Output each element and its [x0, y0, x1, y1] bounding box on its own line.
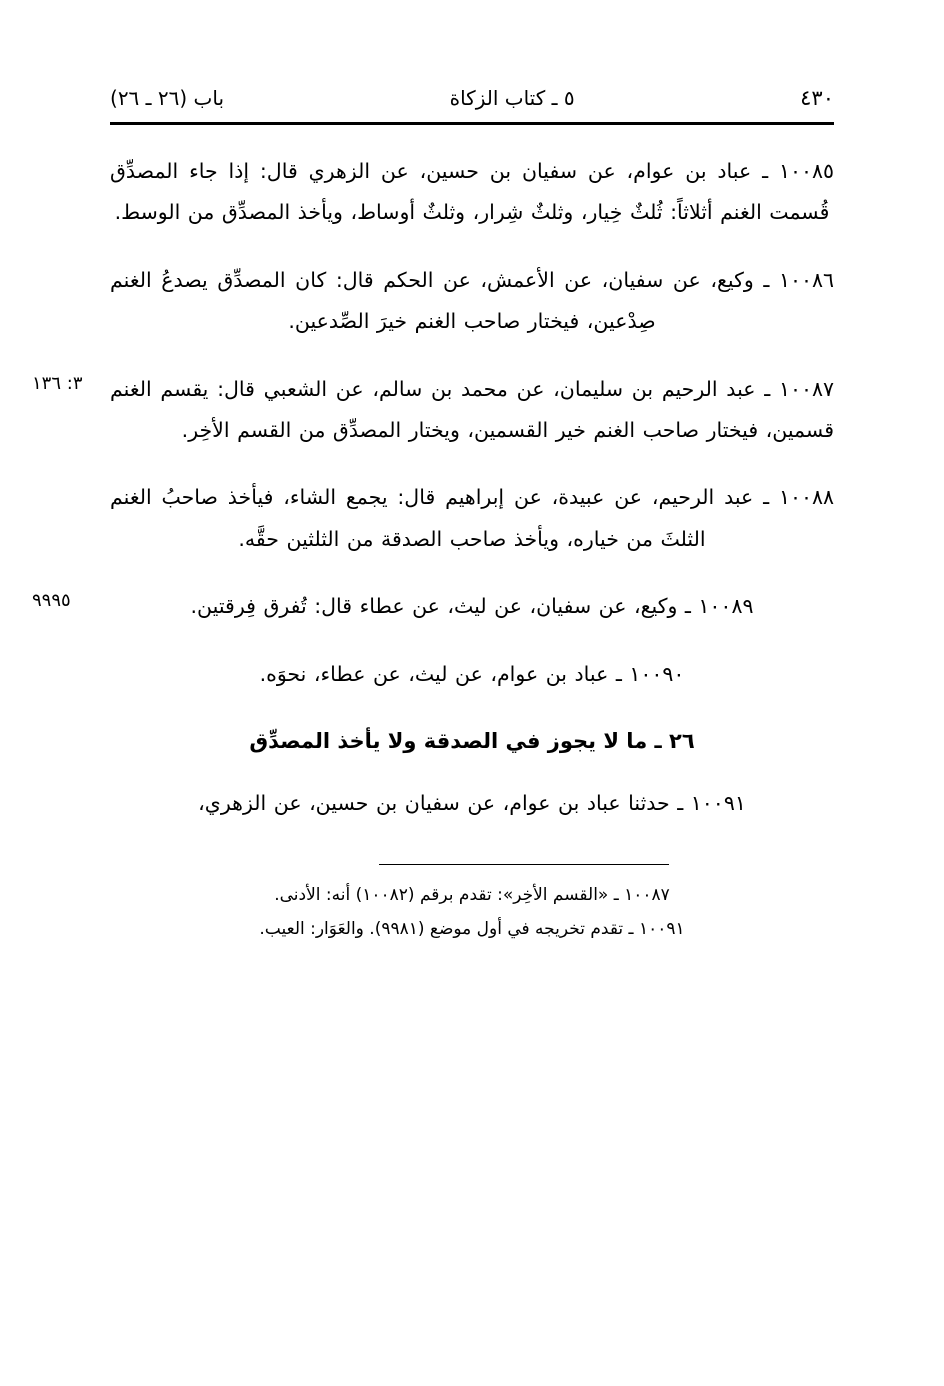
header-divider	[110, 122, 834, 125]
narration-block	[110, 477, 834, 560]
chapter-reference: باب (٢٦ ـ ٢٦)	[110, 86, 225, 110]
narration-block	[32, 586, 834, 627]
narration-text: ١٠٠٨٨ ـ عبد الرحيم، عن عبيدة، عن إبراهيم قال: يجمع الشاء، فيأخذ صاحبُ الغنم الثلثَ من خياره، ويأخذ صاحب الصدقة من الثلثين حقَّه.	[110, 485, 834, 551]
book-title: ٥ ـ كتاب الزكاة	[449, 86, 575, 110]
narration-text: ١٠٠٨٩ ـ وكيع، عن سفيان، عن ليث، عن عطاء قال: تُفرق فِرقتين.	[190, 594, 754, 619]
page-number: ٤٣٠	[800, 86, 834, 110]
page-header	[110, 86, 834, 122]
margin-note: ٩٩٩٥	[32, 590, 71, 612]
footnote-item: ١٠٠٨٧ ـ «القسم الأخِر»: تقدم برقم (١٠٠٨٢) أنه: الأدنى.	[274, 885, 670, 906]
margin-note: ٣: ١٣٦	[32, 372, 83, 394]
footnote-item: ١٠٠٩١ ـ تقدم تخريجه في أول موضع (٩٩٨١). والعَوَار: العيب.	[259, 918, 685, 939]
narration-text: ١٠٠٩٠ ـ عباد بن عوام، عن ليث، عن عطاء، نحوَه.	[259, 661, 685, 686]
narration-text: ١٠٠٨٧ ـ عبد الرحيم بن سليمان، عن محمد بن سالم، عن الشعبي قال: يقسم الغنم قسمين، فيختار صاحب الغنم خير القسمين، ويختار المصدِّق من القسم الأخِر.	[110, 376, 834, 443]
narration-block	[32, 369, 834, 452]
narration-block	[110, 654, 834, 695]
narration-text: ١٠٠٨٦ ـ وكيع، عن سفيان، عن الأعمش، عن الحكم قال: كان المصدِّق يصدعُ الغنم صِدْعين، فيختار صاحب الغنم خيرَ الصِّدعين.	[110, 267, 834, 334]
section-heading: ٢٦ ـ ما لا يجوز في الصدقة ولا يأخذ المصدِّق	[249, 729, 695, 754]
footnote-divider	[379, 864, 669, 865]
footnotes	[110, 879, 834, 945]
page-content	[32, 86, 834, 1326]
narration-block	[110, 151, 834, 234]
narration-block	[110, 260, 834, 343]
narration-text: ١٠٠٩١ ـ حدثنا عباد بن عوام، عن سفيان بن حسين، عن الزهري،	[198, 791, 746, 816]
narration-block	[110, 783, 834, 824]
narration-text: ١٠٠٨٥ ـ عباد بن عوام، عن سفيان بن حسين، عن الزهري قال: إذا جاء المصدِّق قُسمت الغنم أثلاثاً: ثُلثٌ خِيار، وثلثٌ شِرار، وثلثٌ أوساط، ويأخذ المصدِّق من الوسط.	[110, 159, 834, 225]
